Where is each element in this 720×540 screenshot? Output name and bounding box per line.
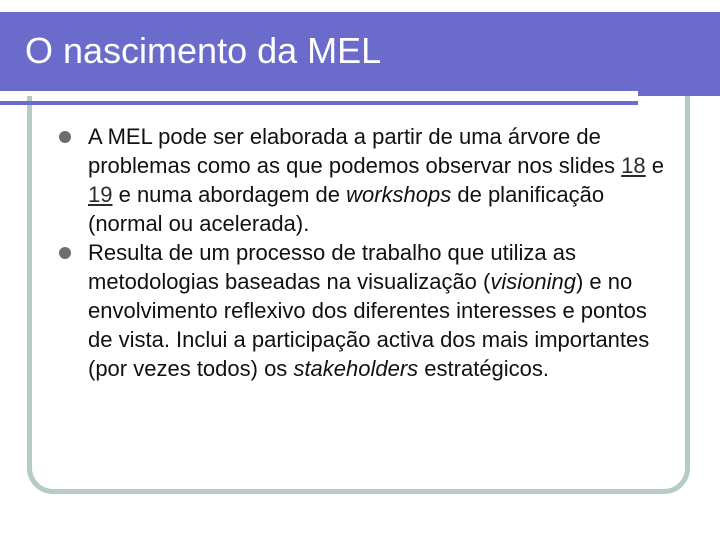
bullet-text: ) e no envolvimento reflexivo dos diferentes interesses e pontos de vista. Inclui a participação activa dos mais importantes (por vezes todos) os [88, 269, 650, 381]
slide-title: O nascimento da MEL [25, 30, 382, 71]
bullet-text-italic: visioning [490, 269, 576, 294]
bullet-text: estratégicos. [418, 356, 550, 381]
bullet-dot-icon [59, 247, 71, 259]
bullet-dot-icon [59, 131, 71, 143]
bullet-item [55, 122, 675, 238]
bullet-text: e numa abordagem de [112, 182, 347, 207]
slide-link-19[interactable]: 19 [88, 182, 113, 207]
title-bar-corner [690, 12, 720, 96]
title-underline-accent [0, 101, 638, 105]
bullet-item [55, 238, 675, 383]
bullet-text: Resulta de um processo de trabalho que utiliza as metodologias baseadas na visualização ( [88, 240, 576, 294]
slide-link-18[interactable]: 18 [621, 153, 646, 178]
bullet-text-italic: stakeholders [293, 356, 419, 381]
bullet-list [55, 122, 675, 383]
bullet-text: de planificação (normal ou acelerada). [88, 182, 605, 236]
bullet-text-italic: workshops [346, 182, 452, 207]
bullet-text: A MEL pode ser elaborada a partir de uma árvore de problemas como as que podemos observar nos slides [88, 124, 622, 178]
bullet-text: e [645, 153, 665, 178]
title-underline [0, 91, 638, 96]
